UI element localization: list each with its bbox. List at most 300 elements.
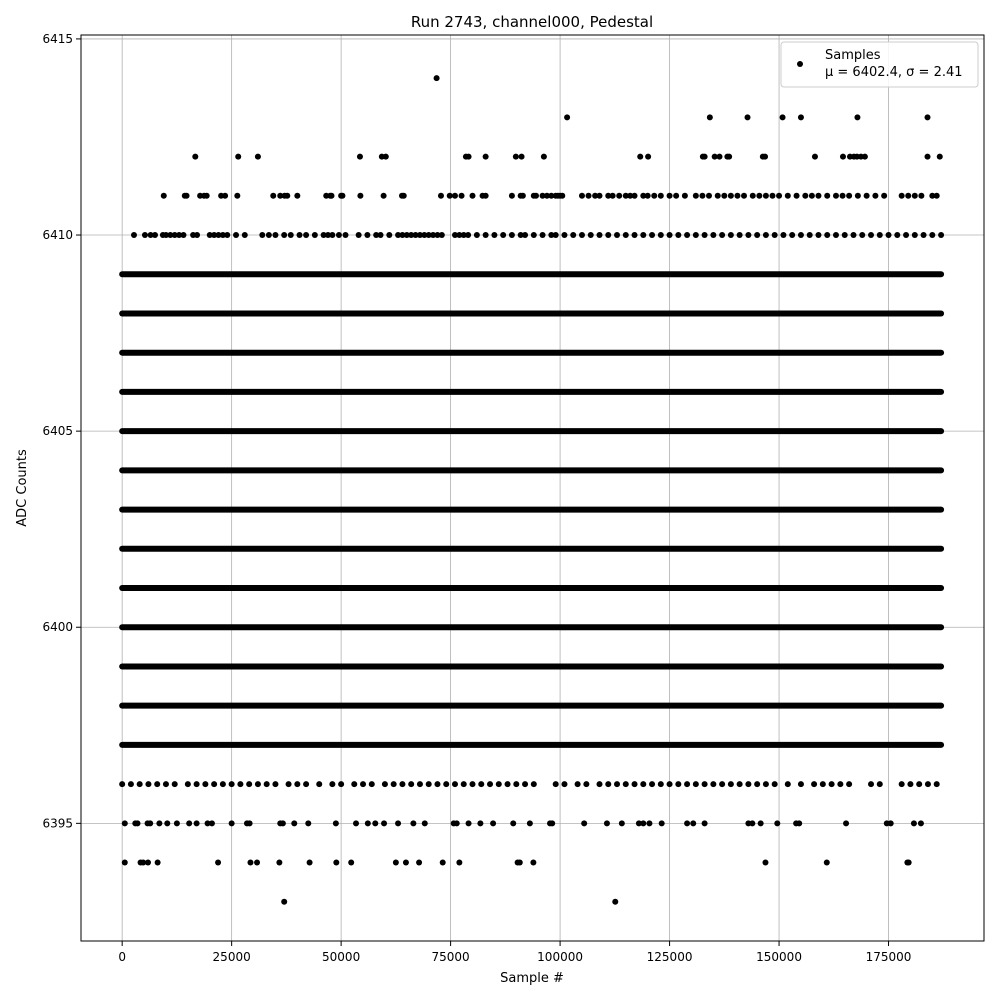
data-point: [307, 860, 313, 866]
data-point: [684, 820, 690, 826]
data-point: [640, 781, 646, 787]
data-point: [305, 820, 311, 826]
data-point: [505, 781, 511, 787]
data-point: [612, 899, 618, 905]
data-point: [809, 193, 815, 199]
data-point: [763, 781, 769, 787]
data-point: [297, 232, 303, 238]
y-tick-label: 6410: [42, 228, 73, 243]
data-point: [452, 781, 458, 787]
data-point: [194, 820, 200, 826]
data-point: [483, 232, 489, 238]
data-point: [575, 781, 581, 787]
data-point: [186, 820, 192, 826]
data-point: [682, 193, 688, 199]
data-point: [220, 781, 226, 787]
data-point: [632, 781, 638, 787]
data-point: [693, 193, 699, 199]
data-point: [194, 781, 200, 787]
data-point: [649, 232, 655, 238]
data-point: [192, 154, 198, 160]
data-point: [815, 232, 821, 238]
data-point: [719, 232, 725, 238]
data-point: [247, 820, 253, 826]
data-point: [329, 781, 335, 787]
data-point: [758, 820, 764, 826]
data-point: [541, 154, 547, 160]
data-point: [649, 781, 655, 787]
data-point: [500, 232, 506, 238]
data-point: [640, 232, 646, 238]
data-point: [142, 232, 148, 238]
data-point: [137, 781, 143, 787]
data-point: [513, 154, 519, 160]
data-point: [877, 781, 883, 787]
data-point: [763, 193, 769, 199]
data-point: [667, 781, 673, 787]
data-point: [659, 820, 665, 826]
data-point: [798, 232, 804, 238]
data-point: [690, 820, 696, 826]
data-point: [906, 860, 912, 866]
data-point: [233, 232, 239, 238]
y-tick-label: 6415: [42, 31, 73, 46]
data-point: [559, 193, 565, 199]
data-point: [710, 781, 716, 787]
data-point: [605, 781, 611, 787]
data-point: [807, 232, 813, 238]
data-point: [254, 860, 260, 866]
data-point: [549, 820, 555, 826]
data-point: [899, 781, 905, 787]
data-point: [855, 193, 861, 199]
data-point: [581, 820, 587, 826]
data-point: [579, 232, 585, 238]
data-point: [147, 820, 153, 826]
data-point: [702, 820, 708, 826]
data-point: [667, 193, 673, 199]
data-point: [812, 154, 818, 160]
data-point: [824, 860, 830, 866]
data-point: [234, 193, 240, 199]
data-point: [750, 193, 756, 199]
data-point: [745, 232, 751, 238]
data-point: [728, 781, 734, 787]
data-point: [378, 232, 384, 238]
data-point: [907, 781, 913, 787]
data-point: [741, 193, 747, 199]
data-point: [894, 232, 900, 238]
data-point: [637, 154, 643, 160]
data-point: [522, 232, 528, 238]
data-point: [846, 193, 852, 199]
data-point: [540, 232, 546, 238]
data-point: [829, 781, 835, 787]
data-point: [360, 781, 366, 787]
data-point: [796, 820, 802, 826]
data-point: [715, 193, 721, 199]
data-point: [802, 193, 808, 199]
data-point: [272, 232, 278, 238]
data-point: [382, 781, 388, 787]
data-point: [264, 781, 270, 787]
data-point: [222, 193, 228, 199]
data-point: [693, 232, 699, 238]
data-point: [632, 232, 638, 238]
data-point: [145, 781, 151, 787]
data-point: [533, 193, 539, 199]
data-point: [815, 193, 821, 199]
data-point: [294, 193, 300, 199]
data-point: [597, 193, 603, 199]
data-point: [912, 232, 918, 238]
data-point: [918, 820, 924, 826]
data-point: [531, 232, 537, 238]
data-point: [918, 193, 924, 199]
data-point: [338, 781, 344, 787]
data-point: [242, 232, 248, 238]
data-point: [155, 860, 161, 866]
data-point: [588, 232, 594, 238]
data-point: [527, 820, 533, 826]
data-point: [734, 193, 740, 199]
data-point: [859, 232, 865, 238]
data-point: [820, 781, 826, 787]
data-point: [461, 781, 467, 787]
data-point: [426, 781, 432, 787]
data-point: [658, 232, 664, 238]
data-point: [619, 820, 625, 826]
data-point: [229, 781, 235, 787]
data-point: [351, 781, 357, 787]
data-point: [850, 232, 856, 238]
data-point: [439, 232, 445, 238]
y-tick-label: 6405: [42, 424, 73, 439]
data-point: [833, 193, 839, 199]
data-point: [934, 781, 940, 787]
data-point: [623, 232, 629, 238]
data-point: [754, 232, 760, 238]
data-point: [470, 781, 476, 787]
data-point: [597, 232, 603, 238]
data-point: [510, 820, 516, 826]
data-point: [393, 860, 399, 866]
data-point: [329, 232, 335, 238]
data-point: [673, 193, 679, 199]
data-point: [466, 154, 472, 160]
data-point: [483, 193, 489, 199]
data-point: [769, 193, 775, 199]
chart-title: Run 2743, channel000, Pedestal: [410, 13, 654, 31]
data-point: [911, 820, 917, 826]
x-tick-label: 175000: [865, 950, 912, 964]
data-point: [864, 193, 870, 199]
data-point: [336, 232, 342, 238]
data-point: [899, 193, 905, 199]
data-point: [772, 232, 778, 238]
data-point: [452, 193, 458, 199]
x-tick-label: 100000: [537, 950, 583, 964]
x-tick-label: 0: [118, 950, 126, 964]
data-point: [339, 193, 345, 199]
data-point: [632, 193, 638, 199]
data-point: [774, 820, 780, 826]
data-point: [903, 232, 909, 238]
data-point: [824, 193, 830, 199]
data-point: [266, 232, 272, 238]
data-point: [675, 232, 681, 238]
data-point: [343, 232, 349, 238]
data-point: [294, 781, 300, 787]
data-point: [281, 899, 287, 905]
data-point: [728, 193, 734, 199]
data-point: [888, 820, 894, 826]
data-point: [531, 781, 537, 787]
data-point: [270, 193, 276, 199]
data-point: [438, 193, 444, 199]
data-point: [868, 232, 874, 238]
data-point: [281, 232, 287, 238]
data-point: [180, 232, 186, 238]
data-point: [716, 154, 722, 160]
data-point: [693, 781, 699, 787]
data-point: [699, 193, 705, 199]
data-point: [553, 781, 559, 787]
data-point: [465, 232, 471, 238]
data-point: [675, 781, 681, 787]
data-point: [756, 193, 762, 199]
data-point: [684, 232, 690, 238]
data-point: [386, 232, 392, 238]
data-point: [570, 232, 576, 238]
data-point: [174, 820, 180, 826]
data-point: [937, 154, 943, 160]
data-point: [789, 232, 795, 238]
data-point: [745, 781, 751, 787]
data-point: [616, 193, 622, 199]
data-point: [417, 781, 423, 787]
data-point: [163, 781, 169, 787]
legend: [781, 42, 978, 87]
data-point: [737, 781, 743, 787]
data-point: [161, 193, 167, 199]
data-point: [454, 820, 460, 826]
data-point: [579, 193, 585, 199]
data-point: [794, 193, 800, 199]
x-axis-label: Sample #: [500, 971, 564, 986]
data-point: [934, 193, 940, 199]
data-point: [833, 232, 839, 238]
data-point: [702, 154, 708, 160]
data-point: [134, 820, 140, 826]
data-point: [719, 781, 725, 787]
data-point: [726, 154, 732, 160]
data-point: [356, 232, 362, 238]
data-point: [684, 781, 690, 787]
data-point: [553, 232, 559, 238]
data-point: [745, 114, 751, 120]
data-point: [519, 154, 525, 160]
data-point: [561, 781, 567, 787]
data-point: [610, 193, 616, 199]
data-point: [646, 820, 652, 826]
data-point: [204, 193, 210, 199]
data-point: [483, 154, 489, 160]
data-point: [303, 781, 309, 787]
data-point: [843, 820, 849, 826]
x-tick-label: 75000: [431, 950, 470, 964]
data-point: [824, 232, 830, 238]
data-point: [605, 232, 611, 238]
data-point: [614, 781, 620, 787]
x-tick-label: 150000: [756, 950, 802, 964]
data-point: [520, 193, 526, 199]
data-point: [490, 820, 496, 826]
data-point: [291, 820, 297, 826]
data-point: [798, 781, 804, 787]
data-point: [509, 193, 515, 199]
legend-label-stats: μ = 6402.4, σ = 2.41: [825, 65, 963, 80]
data-point: [372, 820, 378, 826]
data-point: [925, 114, 931, 120]
data-point: [728, 232, 734, 238]
data-point: [434, 75, 440, 81]
data-point: [846, 781, 852, 787]
data-point: [255, 154, 261, 160]
data-point: [785, 193, 791, 199]
data-point: [658, 781, 664, 787]
data-point: [122, 820, 128, 826]
data-point: [780, 232, 786, 238]
data-point: [470, 193, 476, 199]
data-point: [164, 820, 170, 826]
data-point: [131, 232, 137, 238]
data-point: [255, 781, 261, 787]
data-point: [872, 193, 878, 199]
data-point: [466, 820, 472, 826]
data-point: [702, 781, 708, 787]
data-point: [840, 154, 846, 160]
data-point: [276, 860, 282, 866]
y-tick-label: 6395: [42, 816, 73, 831]
data-point: [517, 860, 523, 866]
data-point: [348, 860, 354, 866]
data-point: [785, 781, 791, 787]
data-point: [938, 232, 944, 238]
data-point: [474, 232, 480, 238]
data-point: [119, 781, 125, 787]
data-point: [416, 860, 422, 866]
data-point: [215, 860, 221, 866]
data-point: [403, 860, 409, 866]
data-point: [185, 781, 191, 787]
data-point: [842, 232, 848, 238]
data-point: [447, 193, 453, 199]
data-point: [886, 232, 892, 238]
data-point: [145, 860, 151, 866]
y-axis-label: ADC Counts: [15, 449, 30, 527]
data-point: [912, 193, 918, 199]
data-point: [443, 781, 449, 787]
data-point: [259, 232, 265, 238]
data-point: [513, 781, 519, 787]
data-point: [477, 820, 483, 826]
data-point: [667, 232, 673, 238]
data-point: [623, 781, 629, 787]
data-point: [651, 193, 657, 199]
data-point: [854, 114, 860, 120]
data-point: [365, 820, 371, 826]
data-point: [925, 781, 931, 787]
data-point: [369, 781, 375, 787]
data-point: [357, 193, 363, 199]
data-point: [881, 193, 887, 199]
data-point: [422, 820, 428, 826]
data-point: [224, 232, 230, 238]
data-point: [658, 193, 664, 199]
x-tick-label: 50000: [322, 950, 361, 964]
data-point: [509, 232, 515, 238]
data-point: [408, 781, 414, 787]
data-point: [333, 860, 339, 866]
data-point: [456, 860, 462, 866]
data-point: [152, 232, 158, 238]
data-point: [798, 114, 804, 120]
data-point: [762, 860, 768, 866]
data-point: [284, 193, 290, 199]
data-point: [272, 781, 278, 787]
data-point: [128, 781, 134, 787]
data-point: [357, 154, 363, 160]
data-point: [776, 193, 782, 199]
data-point: [640, 820, 646, 826]
data-point: [288, 232, 294, 238]
data-point: [916, 781, 922, 787]
data-point: [434, 781, 440, 787]
data-point: [381, 820, 387, 826]
data-point: [496, 781, 502, 787]
data-point: [202, 781, 208, 787]
data-point: [328, 193, 334, 199]
data-point: [194, 232, 200, 238]
data-point: [811, 781, 817, 787]
data-point: [247, 860, 253, 866]
data-point: [235, 154, 241, 160]
data-point: [840, 193, 846, 199]
data-point: [586, 193, 592, 199]
data-point: [211, 781, 217, 787]
data-point: [868, 781, 874, 787]
data-point: [614, 232, 620, 238]
data-point: [754, 781, 760, 787]
data-point: [921, 232, 927, 238]
data-point: [707, 114, 713, 120]
data-point: [749, 820, 755, 826]
data-point: [837, 781, 843, 787]
data-point: [487, 781, 493, 787]
data-point: [381, 193, 387, 199]
data-point: [184, 193, 190, 199]
data-point: [395, 820, 401, 826]
data-point: [645, 193, 651, 199]
data-point: [905, 193, 911, 199]
data-point: [312, 232, 318, 238]
data-point: [246, 781, 252, 787]
data-point: [737, 232, 743, 238]
data-point: [459, 193, 465, 199]
data-point: [209, 820, 215, 826]
data-point: [333, 820, 339, 826]
